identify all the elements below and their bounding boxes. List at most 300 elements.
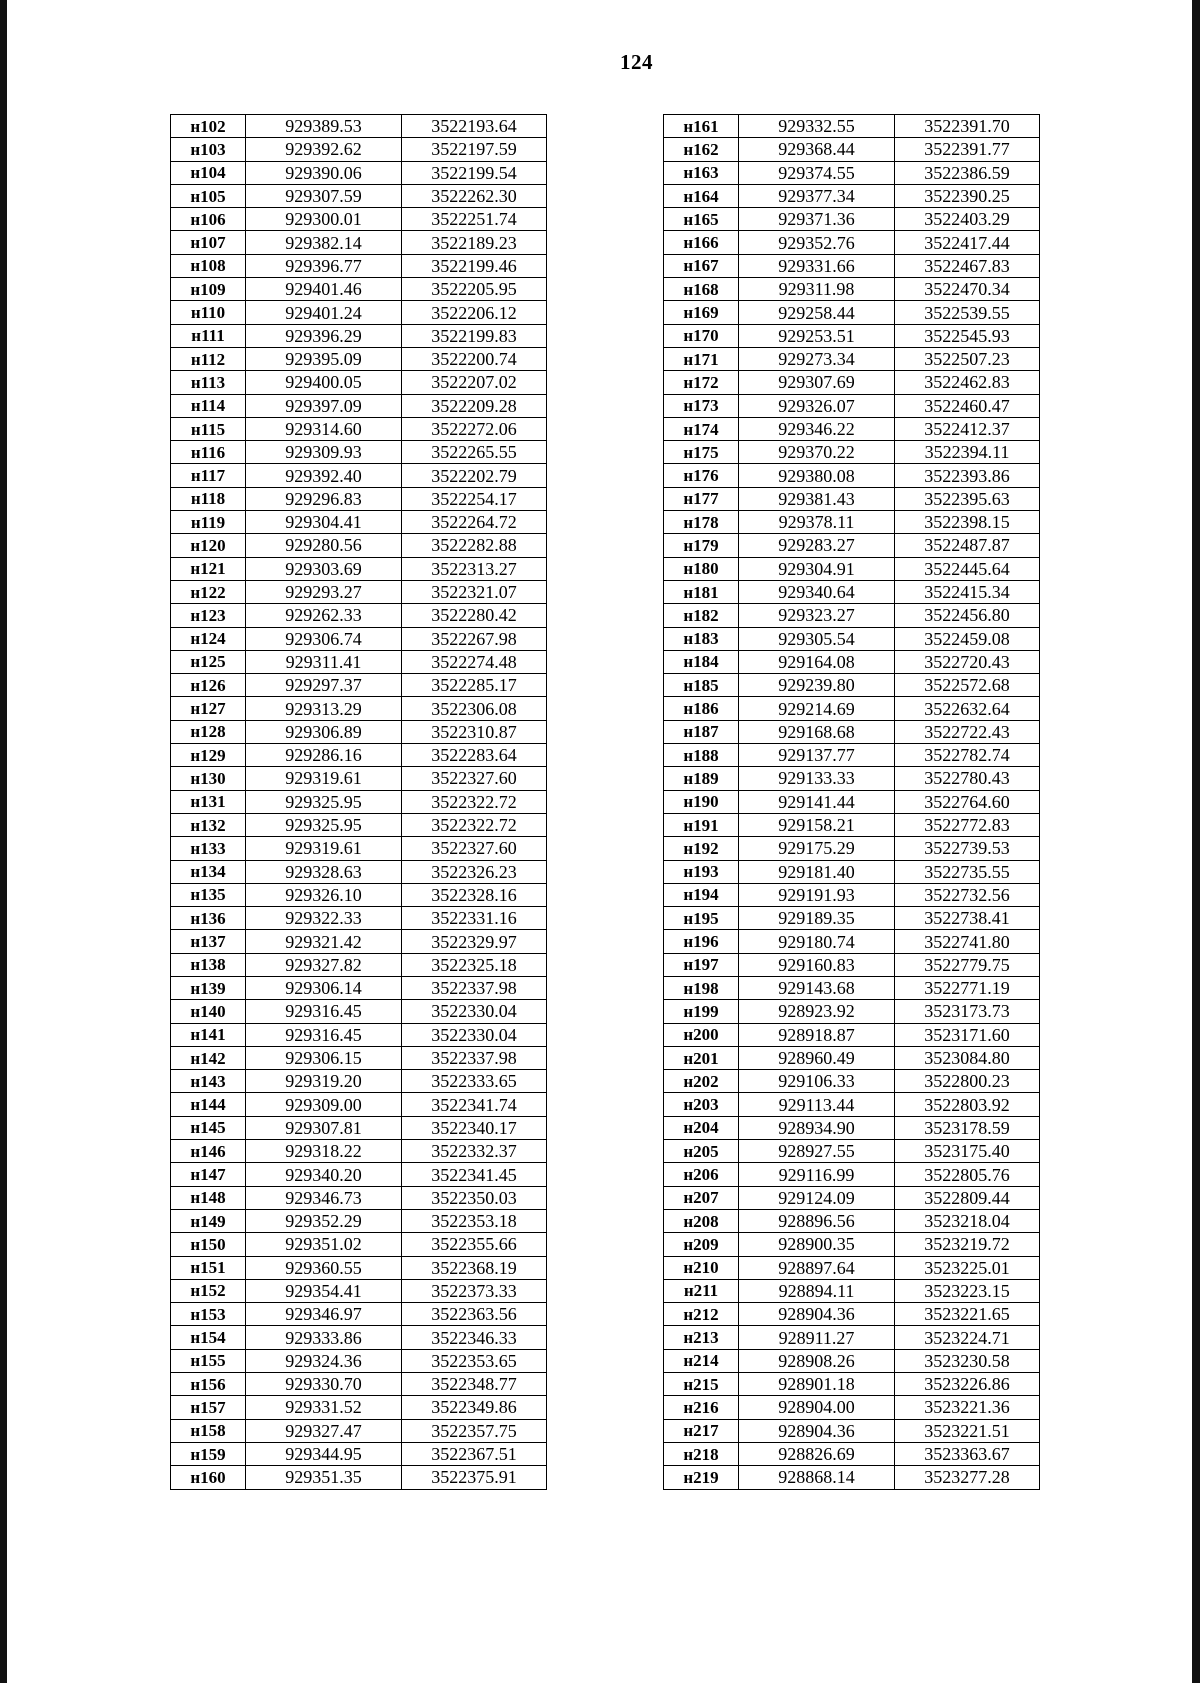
- y-coordinate-cell: 3522459.08: [895, 627, 1040, 650]
- table-row: [171, 813, 547, 836]
- x-coordinate-cell: 929143.68: [739, 976, 895, 999]
- x-coordinate-cell: 929340.64: [739, 580, 895, 603]
- point-id-cell: н172: [664, 371, 739, 394]
- table-row: [664, 487, 1040, 510]
- y-coordinate-cell: 3522310.87: [402, 720, 547, 743]
- point-id-cell: н106: [171, 208, 246, 231]
- y-coordinate-cell: 3522391.77: [895, 138, 1040, 161]
- table-row: [664, 1419, 1040, 1442]
- table-row: [664, 1070, 1040, 1093]
- table-row: [171, 557, 547, 580]
- table-row: [664, 976, 1040, 999]
- x-coordinate-cell: 929293.27: [246, 580, 402, 603]
- point-id-cell: н155: [171, 1349, 246, 1372]
- point-id-cell: н175: [664, 441, 739, 464]
- table-row: [171, 1442, 547, 1465]
- table-row: [171, 650, 547, 673]
- table-row: [664, 813, 1040, 836]
- point-id-cell: н171: [664, 347, 739, 370]
- y-coordinate-cell: 3522333.65: [402, 1070, 547, 1093]
- y-coordinate-cell: 3522367.51: [402, 1442, 547, 1465]
- y-coordinate-cell: 3522331.16: [402, 907, 547, 930]
- x-coordinate-cell: 928918.87: [739, 1023, 895, 1046]
- point-id-cell: н109: [171, 278, 246, 301]
- table-row: [171, 301, 547, 324]
- x-coordinate-cell: 928960.49: [739, 1046, 895, 1069]
- point-id-cell: н153: [171, 1303, 246, 1326]
- y-coordinate-cell: 3523084.80: [895, 1046, 1040, 1069]
- y-coordinate-cell: 3522355.66: [402, 1233, 547, 1256]
- y-coordinate-cell: 3522346.33: [402, 1326, 547, 1349]
- table-row: [664, 231, 1040, 254]
- table-row: [171, 371, 547, 394]
- x-coordinate-cell: 929346.22: [739, 417, 895, 440]
- y-coordinate-cell: 3522394.11: [895, 441, 1040, 464]
- table-row: [664, 1186, 1040, 1209]
- table-row: [171, 674, 547, 697]
- y-coordinate-cell: 3522386.59: [895, 161, 1040, 184]
- table-row: [171, 883, 547, 906]
- x-coordinate-cell: 929307.69: [739, 371, 895, 394]
- x-coordinate-cell: 929158.21: [739, 813, 895, 836]
- x-coordinate-cell: 929397.09: [246, 394, 402, 417]
- y-coordinate-cell: 3522262.30: [402, 184, 547, 207]
- y-coordinate-cell: 3522391.70: [895, 115, 1040, 138]
- point-id-cell: н118: [171, 487, 246, 510]
- x-coordinate-cell: 929306.15: [246, 1046, 402, 1069]
- point-id-cell: н162: [664, 138, 739, 161]
- x-coordinate-cell: 929309.93: [246, 441, 402, 464]
- x-coordinate-cell: 929331.52: [246, 1396, 402, 1419]
- x-coordinate-cell: 929330.70: [246, 1373, 402, 1396]
- point-id-cell: н194: [664, 883, 739, 906]
- x-coordinate-cell: 929189.35: [739, 907, 895, 930]
- table-row: [664, 837, 1040, 860]
- x-coordinate-cell: 929370.22: [739, 441, 895, 464]
- y-coordinate-cell: 3522741.80: [895, 930, 1040, 953]
- table-row: [171, 1303, 547, 1326]
- point-id-cell: н188: [664, 744, 739, 767]
- y-coordinate-cell: 3522539.55: [895, 301, 1040, 324]
- table-row: [171, 231, 547, 254]
- y-coordinate-cell: 3522282.88: [402, 534, 547, 557]
- point-id-cell: н218: [664, 1442, 739, 1465]
- point-id-cell: н117: [171, 464, 246, 487]
- point-id-cell: н108: [171, 254, 246, 277]
- x-coordinate-cell: 929191.93: [739, 883, 895, 906]
- table-row: [171, 487, 547, 510]
- table-row: [171, 627, 547, 650]
- x-coordinate-cell: 929137.77: [739, 744, 895, 767]
- x-coordinate-cell: 929324.36: [246, 1349, 402, 1372]
- x-coordinate-cell: 929160.83: [739, 953, 895, 976]
- table-row: [171, 464, 547, 487]
- table-row: [171, 1349, 547, 1372]
- table-row: [664, 254, 1040, 277]
- y-coordinate-cell: 3522720.43: [895, 650, 1040, 673]
- x-coordinate-cell: 929321.42: [246, 930, 402, 953]
- point-id-cell: н149: [171, 1209, 246, 1232]
- y-coordinate-cell: 3522206.12: [402, 301, 547, 324]
- point-id-cell: н125: [171, 650, 246, 673]
- x-coordinate-cell: 929354.41: [246, 1279, 402, 1302]
- point-id-cell: н212: [664, 1303, 739, 1326]
- table-row: [664, 1233, 1040, 1256]
- x-coordinate-cell: 929253.51: [739, 324, 895, 347]
- point-id-cell: н116: [171, 441, 246, 464]
- table-row: [664, 953, 1040, 976]
- x-coordinate-cell: 929378.11: [739, 511, 895, 534]
- y-coordinate-cell: 3522283.64: [402, 744, 547, 767]
- y-coordinate-cell: 3522285.17: [402, 674, 547, 697]
- table-row: [664, 324, 1040, 347]
- table-row: [664, 347, 1040, 370]
- y-coordinate-cell: 3522507.23: [895, 347, 1040, 370]
- point-id-cell: н174: [664, 417, 739, 440]
- x-coordinate-cell: 929306.14: [246, 976, 402, 999]
- point-id-cell: н104: [171, 161, 246, 184]
- x-coordinate-cell: 929326.07: [739, 394, 895, 417]
- x-coordinate-cell: 929351.35: [246, 1466, 402, 1489]
- y-coordinate-cell: 3522306.08: [402, 697, 547, 720]
- table-row: [664, 1326, 1040, 1349]
- table-row: [664, 1279, 1040, 1302]
- table-row: [171, 1396, 547, 1419]
- x-coordinate-cell: 929313.29: [246, 697, 402, 720]
- point-id-cell: н110: [171, 301, 246, 324]
- x-coordinate-cell: 929304.91: [739, 557, 895, 580]
- point-id-cell: н119: [171, 511, 246, 534]
- y-coordinate-cell: 3522353.18: [402, 1209, 547, 1232]
- point-id-cell: н105: [171, 184, 246, 207]
- x-coordinate-cell: 929214.69: [739, 697, 895, 720]
- point-id-cell: н156: [171, 1373, 246, 1396]
- table-row: [171, 138, 547, 161]
- table-row: [664, 534, 1040, 557]
- table-row: [664, 883, 1040, 906]
- point-id-cell: н179: [664, 534, 739, 557]
- y-coordinate-cell: 3522202.79: [402, 464, 547, 487]
- y-coordinate-cell: 3522467.83: [895, 254, 1040, 277]
- y-coordinate-cell: 3522349.86: [402, 1396, 547, 1419]
- table-row: [664, 184, 1040, 207]
- point-id-cell: н129: [171, 744, 246, 767]
- x-coordinate-cell: 929374.55: [739, 161, 895, 184]
- point-id-cell: н207: [664, 1186, 739, 1209]
- table-row: [664, 1466, 1040, 1489]
- point-id-cell: н200: [664, 1023, 739, 1046]
- point-id-cell: н214: [664, 1349, 739, 1372]
- y-coordinate-cell: 3522357.75: [402, 1419, 547, 1442]
- point-id-cell: н152: [171, 1279, 246, 1302]
- table-row: [664, 557, 1040, 580]
- table-row: [171, 184, 547, 207]
- page-number: 124: [620, 50, 653, 74]
- table-row: [171, 720, 547, 743]
- y-coordinate-cell: 3522398.15: [895, 511, 1040, 534]
- point-id-cell: н205: [664, 1140, 739, 1163]
- x-coordinate-cell: 929307.59: [246, 184, 402, 207]
- x-coordinate-cell: 928868.14: [739, 1466, 895, 1489]
- point-id-cell: н120: [171, 534, 246, 557]
- x-coordinate-cell: 929106.33: [739, 1070, 895, 1093]
- table-row: [664, 464, 1040, 487]
- x-coordinate-cell: 929319.61: [246, 767, 402, 790]
- table-body: [664, 115, 1040, 1490]
- x-coordinate-cell: 929401.24: [246, 301, 402, 324]
- x-coordinate-cell: 928897.64: [739, 1256, 895, 1279]
- point-id-cell: н139: [171, 976, 246, 999]
- table-row: [171, 254, 547, 277]
- x-coordinate-cell: 929303.69: [246, 557, 402, 580]
- x-coordinate-cell: 929401.46: [246, 278, 402, 301]
- table-row: [171, 534, 547, 557]
- point-id-cell: н201: [664, 1046, 739, 1069]
- point-id-cell: н115: [171, 417, 246, 440]
- y-coordinate-cell: 3522337.98: [402, 1046, 547, 1069]
- y-coordinate-cell: 3522375.91: [402, 1466, 547, 1489]
- y-coordinate-cell: 3522327.60: [402, 767, 547, 790]
- y-coordinate-cell: 3522460.47: [895, 394, 1040, 417]
- x-coordinate-cell: 929305.54: [739, 627, 895, 650]
- x-coordinate-cell: 929113.44: [739, 1093, 895, 1116]
- point-id-cell: н133: [171, 837, 246, 860]
- y-coordinate-cell: 3522251.74: [402, 208, 547, 231]
- table-row: [171, 161, 547, 184]
- point-id-cell: н130: [171, 767, 246, 790]
- point-id-cell: н151: [171, 1256, 246, 1279]
- point-id-cell: н167: [664, 254, 739, 277]
- point-id-cell: н181: [664, 580, 739, 603]
- x-coordinate-cell: 929319.61: [246, 837, 402, 860]
- y-coordinate-cell: 3523173.73: [895, 1000, 1040, 1023]
- y-coordinate-cell: 3522189.23: [402, 231, 547, 254]
- table-row: [171, 1046, 547, 1069]
- point-id-cell: н140: [171, 1000, 246, 1023]
- table-row: [664, 441, 1040, 464]
- x-coordinate-cell: 929124.09: [739, 1186, 895, 1209]
- table-row: [171, 347, 547, 370]
- y-coordinate-cell: 3522327.60: [402, 837, 547, 860]
- table-row: [171, 1326, 547, 1349]
- point-id-cell: н111: [171, 324, 246, 347]
- table-row: [664, 161, 1040, 184]
- x-coordinate-cell: 929168.68: [739, 720, 895, 743]
- x-coordinate-cell: 929392.62: [246, 138, 402, 161]
- y-coordinate-cell: 3522780.43: [895, 767, 1040, 790]
- table-row: [171, 860, 547, 883]
- y-coordinate-cell: 3522325.18: [402, 953, 547, 976]
- table-row: [171, 697, 547, 720]
- table-row: [171, 441, 547, 464]
- point-id-cell: н191: [664, 813, 739, 836]
- y-coordinate-cell: 3522267.98: [402, 627, 547, 650]
- y-coordinate-cell: 3523175.40: [895, 1140, 1040, 1163]
- x-coordinate-cell: 929262.33: [246, 604, 402, 627]
- table-row: [171, 1419, 547, 1442]
- x-coordinate-cell: 928923.92: [739, 1000, 895, 1023]
- x-coordinate-cell: 929396.77: [246, 254, 402, 277]
- y-coordinate-cell: 3522412.37: [895, 417, 1040, 440]
- y-coordinate-cell: 3522390.25: [895, 184, 1040, 207]
- y-coordinate-cell: 3522313.27: [402, 557, 547, 580]
- y-coordinate-cell: 3522199.83: [402, 324, 547, 347]
- table-row: [171, 1233, 547, 1256]
- table-row: [171, 1116, 547, 1139]
- x-coordinate-cell: 929258.44: [739, 301, 895, 324]
- table-row: [664, 860, 1040, 883]
- x-coordinate-cell: 928904.36: [739, 1419, 895, 1442]
- point-id-cell: н128: [171, 720, 246, 743]
- point-id-cell: н134: [171, 860, 246, 883]
- x-coordinate-cell: 929332.55: [739, 115, 895, 138]
- x-coordinate-cell: 928901.18: [739, 1373, 895, 1396]
- coordinates-table-left: [170, 114, 547, 1490]
- y-coordinate-cell: 3522403.29: [895, 208, 1040, 231]
- x-coordinate-cell: 929380.08: [739, 464, 895, 487]
- y-coordinate-cell: 3522772.83: [895, 813, 1040, 836]
- y-coordinate-cell: 3522348.77: [402, 1373, 547, 1396]
- y-coordinate-cell: 3522809.44: [895, 1186, 1040, 1209]
- point-id-cell: н144: [171, 1093, 246, 1116]
- y-coordinate-cell: 3523363.67: [895, 1442, 1040, 1465]
- x-coordinate-cell: 929280.56: [246, 534, 402, 557]
- table-row: [664, 790, 1040, 813]
- x-coordinate-cell: 929314.60: [246, 417, 402, 440]
- y-coordinate-cell: 3522265.55: [402, 441, 547, 464]
- point-id-cell: н112: [171, 347, 246, 370]
- table-row: [664, 511, 1040, 534]
- x-coordinate-cell: 928911.27: [739, 1326, 895, 1349]
- y-coordinate-cell: 3522373.33: [402, 1279, 547, 1302]
- x-coordinate-cell: 928934.90: [739, 1116, 895, 1139]
- x-coordinate-cell: 929381.43: [739, 487, 895, 510]
- point-id-cell: н199: [664, 1000, 739, 1023]
- x-coordinate-cell: 929322.33: [246, 907, 402, 930]
- table-row: [171, 1000, 547, 1023]
- y-coordinate-cell: 3522341.74: [402, 1093, 547, 1116]
- y-coordinate-cell: 3522462.83: [895, 371, 1040, 394]
- y-coordinate-cell: 3522205.95: [402, 278, 547, 301]
- x-coordinate-cell: 929360.55: [246, 1256, 402, 1279]
- y-coordinate-cell: 3522272.06: [402, 417, 547, 440]
- x-coordinate-cell: 929395.09: [246, 347, 402, 370]
- y-coordinate-cell: 3522207.02: [402, 371, 547, 394]
- point-id-cell: н164: [664, 184, 739, 207]
- point-id-cell: н202: [664, 1070, 739, 1093]
- point-id-cell: н210: [664, 1256, 739, 1279]
- y-coordinate-cell: 3522328.16: [402, 883, 547, 906]
- point-id-cell: н209: [664, 1233, 739, 1256]
- y-coordinate-cell: 3523223.15: [895, 1279, 1040, 1302]
- point-id-cell: н187: [664, 720, 739, 743]
- table-row: [664, 278, 1040, 301]
- y-coordinate-cell: 3522330.04: [402, 1023, 547, 1046]
- point-id-cell: н126: [171, 674, 246, 697]
- x-coordinate-cell: 929326.10: [246, 883, 402, 906]
- point-id-cell: н170: [664, 324, 739, 347]
- y-coordinate-cell: 3522368.19: [402, 1256, 547, 1279]
- x-coordinate-cell: 929400.05: [246, 371, 402, 394]
- table-row: [171, 580, 547, 603]
- point-id-cell: н211: [664, 1279, 739, 1302]
- point-id-cell: н143: [171, 1070, 246, 1093]
- table-row: [171, 1093, 547, 1116]
- x-coordinate-cell: 929297.37: [246, 674, 402, 697]
- point-id-cell: н102: [171, 115, 246, 138]
- table-body: [171, 115, 547, 1490]
- table-row: [664, 697, 1040, 720]
- x-coordinate-cell: 929175.29: [739, 837, 895, 860]
- y-coordinate-cell: 3522326.23: [402, 860, 547, 883]
- x-coordinate-cell: 929316.45: [246, 1023, 402, 1046]
- point-id-cell: н219: [664, 1466, 739, 1489]
- table-row: [664, 1140, 1040, 1163]
- y-coordinate-cell: 3522800.23: [895, 1070, 1040, 1093]
- point-id-cell: н113: [171, 371, 246, 394]
- point-id-cell: н147: [171, 1163, 246, 1186]
- point-id-cell: н142: [171, 1046, 246, 1069]
- table-row: [664, 1373, 1040, 1396]
- point-id-cell: н107: [171, 231, 246, 254]
- y-coordinate-cell: 3522779.75: [895, 953, 1040, 976]
- y-coordinate-cell: 3523221.51: [895, 1419, 1040, 1442]
- x-coordinate-cell: 928904.36: [739, 1303, 895, 1326]
- x-coordinate-cell: 929371.36: [739, 208, 895, 231]
- table-row: [664, 1163, 1040, 1186]
- point-id-cell: н114: [171, 394, 246, 417]
- table-row: [171, 744, 547, 767]
- y-coordinate-cell: 3522764.60: [895, 790, 1040, 813]
- table-row: [664, 1442, 1040, 1465]
- point-id-cell: н197: [664, 953, 739, 976]
- y-coordinate-cell: 3522322.72: [402, 790, 547, 813]
- point-id-cell: н176: [664, 464, 739, 487]
- y-coordinate-cell: 3523218.04: [895, 1209, 1040, 1232]
- table-row: [664, 1093, 1040, 1116]
- point-id-cell: н178: [664, 511, 739, 534]
- y-coordinate-cell: 3522470.34: [895, 278, 1040, 301]
- point-id-cell: н137: [171, 930, 246, 953]
- y-coordinate-cell: 3522264.72: [402, 511, 547, 534]
- x-coordinate-cell: 929331.66: [739, 254, 895, 277]
- point-id-cell: н185: [664, 674, 739, 697]
- point-id-cell: н124: [171, 627, 246, 650]
- x-coordinate-cell: 929351.02: [246, 1233, 402, 1256]
- table-row: [171, 976, 547, 999]
- table-row: [171, 511, 547, 534]
- point-id-cell: н184: [664, 650, 739, 673]
- table-row: [664, 138, 1040, 161]
- coordinates-table-right: [663, 114, 1040, 1490]
- x-coordinate-cell: 929296.83: [246, 487, 402, 510]
- point-id-cell: н195: [664, 907, 739, 930]
- y-coordinate-cell: 3522572.68: [895, 674, 1040, 697]
- y-coordinate-cell: 3522322.72: [402, 813, 547, 836]
- x-coordinate-cell: 929389.53: [246, 115, 402, 138]
- point-id-cell: н166: [664, 231, 739, 254]
- table-row: [171, 324, 547, 347]
- table-row: [664, 1209, 1040, 1232]
- table-row: [664, 627, 1040, 650]
- x-coordinate-cell: 929180.74: [739, 930, 895, 953]
- point-id-cell: н154: [171, 1326, 246, 1349]
- x-coordinate-cell: 929306.89: [246, 720, 402, 743]
- point-id-cell: н217: [664, 1419, 739, 1442]
- table-row: [171, 1023, 547, 1046]
- x-coordinate-cell: 929286.16: [246, 744, 402, 767]
- x-coordinate-cell: 929340.20: [246, 1163, 402, 1186]
